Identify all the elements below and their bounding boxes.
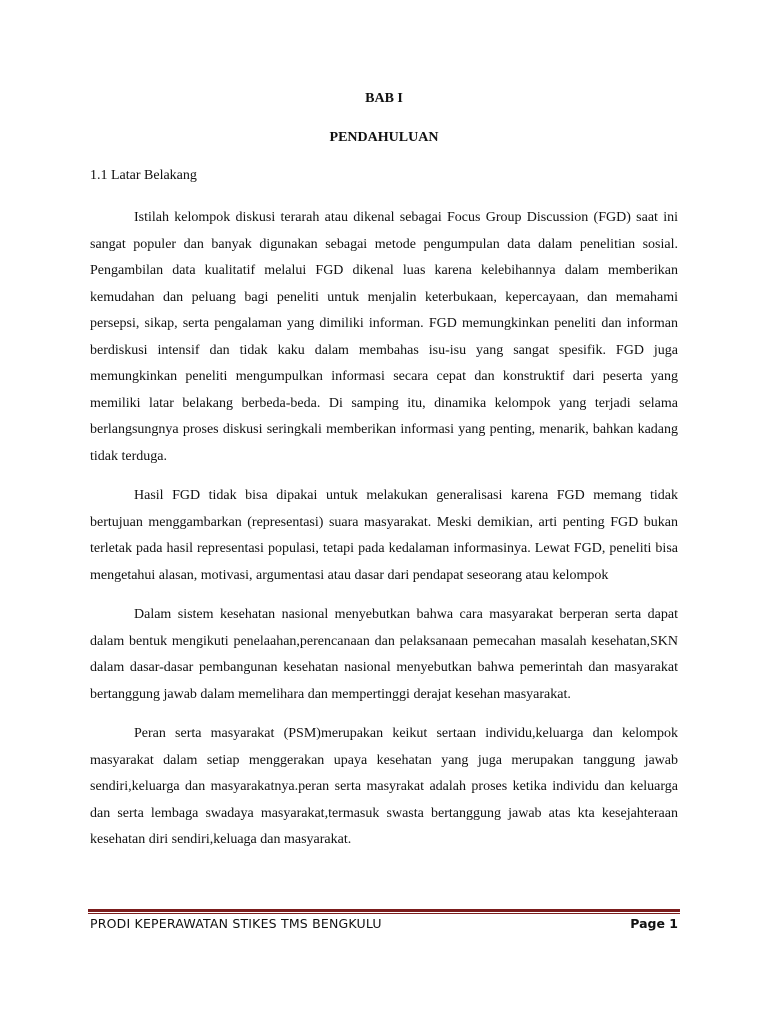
chapter-number: BAB I	[365, 91, 403, 106]
page-number: Page 1	[630, 916, 678, 931]
paragraph: Istilah kelompok diskusi terarah atau dikenal sebagai Focus Group Discussion (FGD) saat ini sangat populer dan banyak digunakan sebagai metode pengumpulan data dalam penelitian sosial. Pengambilan data kualitatif melalui FGD dikenal luas karena kelebihannya dalam memberikan kemudahan dan peluang bagi peneliti untuk menjalin keterbukaan, kepercayaan, dan memahami persepsi, sikap, serta pengalaman yang dimiliki informan. FGD memungkinkan peneliti dan informan berdiskusi intensif dan tidak kaku dalam membahas isu-isu yang sangat spesifik. FGD juga memungkinkan peneliti mengumpulkan informasi secara cepat dan konstruktif dari peserta yang memiliki latar belakang berbeda-beda. Di samping itu, dinamika kelompok yang terjadi selama berlangsungnya proses diskusi seringkali memberikan informasi yang penting, menarik, bahkan kadang tidak terduga.	[90, 210, 678, 464]
paragraph: Dalam sistem kesehatan nasional menyebutkan bahwa cara masyarakat berperan serta dapat dalam bentuk mengikuti penelaahan,perencanaan dan pelaksanaan pemecahan masalah kesehatan,SKN dalam dasar-dasar pembangunan kesehatan nasional menyebutkan bahwa pemerintah dan masyarakat bertanggung jawab dalam memelihara dan mempertinggi derajat kesehan masyarakat.	[90, 607, 678, 702]
footer-rule-thin	[88, 913, 680, 914]
paragraph: Hasil FGD tidak bisa dipakai untuk melakukan generalisasi karena FGD memang tidak bertujuan menggambarkan (representasi) suara masyarakat. Meski demikian, arti penting FGD bukan terletak pada hasil representasi populasi, tetapi pada kedalaman informasinya. Lewat FGD, peneliti bisa mengetahui alasan, motivasi, argumentasi atau dasar dari pendapat seseorang atau kelompok	[90, 488, 678, 583]
body-text	[90, 205, 678, 867]
footer-institution: PRODI KEPERAWATAN STIKES TMS BENGKULU	[90, 916, 382, 931]
section-heading: 1.1 Latar Belakang	[90, 168, 197, 183]
chapter-title: PENDAHULUAN	[329, 130, 439, 145]
footer-rule-thick	[88, 909, 680, 912]
paragraph: Peran serta masyarakat (PSM)merupakan keikut sertaan individu,keluarga dan kelompok masyarakat dalam setiap menggerakan upaya kesehatan yang juga merupakan tanggung jawab sendiri,keluarga dan masyarakatnya.peran serta masyrakat adalah proses ketika individu dan keluarga dan serta lembaga swadaya masyarakat,termasuk swasta bertanggung jawab atas kta kesejahteraan kesehatan diri sendiri,keluaga dan masyarakat.	[90, 726, 678, 847]
